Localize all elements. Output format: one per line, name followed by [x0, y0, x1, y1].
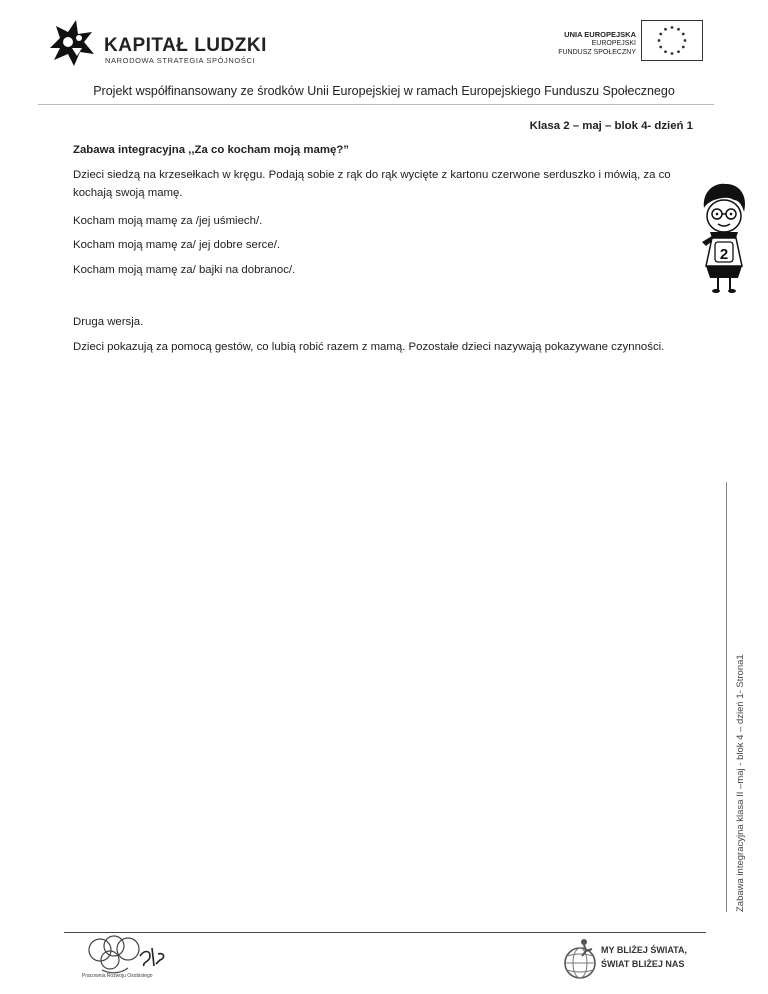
version-title: Druga wersja.	[73, 316, 144, 328]
footer-divider	[64, 932, 706, 933]
eu-star-icon	[671, 26, 674, 29]
eu-star-icon	[677, 28, 680, 31]
mascot-girl-icon	[698, 182, 750, 294]
eu-fund-line2: FUNDUSZ SPOŁECZNY	[558, 49, 636, 56]
eu-star-icon	[677, 50, 680, 53]
page-side-caption: Zabawa integracyjna klasa II –maj - blok 4 – dzień 1- Strona1	[735, 654, 746, 912]
eu-star-icon	[671, 52, 674, 55]
mascot-badge-number: 2	[719, 246, 729, 263]
eu-flag-icon	[641, 20, 703, 61]
eu-star-icon	[658, 39, 661, 42]
eu-star-icon	[682, 33, 685, 36]
header-divider	[38, 104, 714, 105]
eu-star-icon	[682, 46, 685, 49]
eu-fund-line1: EUROPEJSKI	[591, 40, 636, 47]
footer-slogan-line1: MY BLIŻEJ ŚWIATA,	[601, 945, 688, 955]
eu-star-icon	[664, 28, 667, 31]
program-name: KAPITAŁ LUDZKI	[104, 35, 267, 56]
instructions-paragraph: Dzieci siedzą na krzesełkach w kręgu. Podają sobie z rąk do rąk wycięte z kartonu czerwone serduszko i mówią, za co kochają swoją mamę.	[73, 169, 671, 199]
eu-star-icon	[659, 46, 662, 49]
game-title: Zabawa integracyjna ,,Za co kocham moją mamę?”	[73, 144, 350, 156]
globe-people-icon	[562, 937, 598, 983]
example-line: Kocham moją mamę za /jej uśmiech/.	[73, 215, 263, 227]
eu-star-icon	[684, 39, 687, 42]
program-subtitle: NARODOWA STRATEGIA SPÓJNOŚCI	[105, 56, 256, 65]
footer-slogan-line2: ŚWIAT BLIŻEJ NAS	[601, 959, 685, 969]
side-divider	[726, 482, 727, 912]
eu-star-icon	[659, 33, 662, 36]
eu-name: UNIA EUROPEJSKA	[564, 30, 636, 39]
class-info: Klasa 2 – maj – blok 4- dzień 1	[529, 120, 693, 132]
example-line: Kocham moją mamę za/ bajki na dobranoc/.	[73, 264, 296, 276]
self-caption: Pracownia Rozwoju Osobistego	[82, 973, 153, 979]
kapital-ludzki-logo	[46, 14, 106, 76]
second-version-paragraph: Dzieci pokazują za pomocą gestów, co lubią robić razem z mamą. Pozostałe dzieci nazywają pokazywane czynności.	[73, 341, 665, 353]
eu-star-icon	[664, 50, 667, 53]
example-line: Kocham moją mamę za/ jej dobre serce/.	[73, 239, 281, 251]
funding-line: Projekt współfinansowany ze środków Unii Europejskiej w ramach Europejskiego Funduszu Społecznego	[93, 84, 675, 98]
